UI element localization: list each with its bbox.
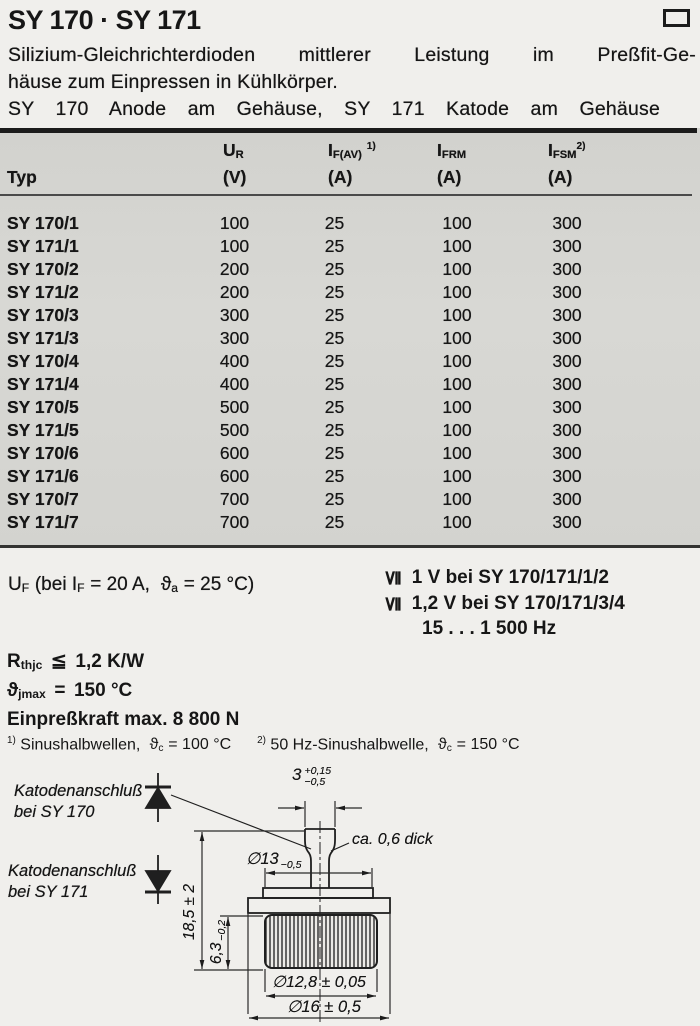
dim-knurl-diameter: ∅12,8 ± 0,05 [272, 974, 366, 991]
cell-ifav: 25 [324, 374, 345, 394]
uf-values [381, 564, 625, 642]
uf-value-line: ≦ 1,2 V bei SY 170/171/3/4 [381, 593, 625, 614]
diode-symbol-sy171 [145, 855, 171, 904]
cell-ur: 300 [219, 305, 250, 325]
dim-tab-width: 3 +0,15 −0,5 [292, 765, 332, 788]
cell-ifav: 25 [324, 512, 345, 532]
dim-flange-diameter: ∅16 ± 0,5 [287, 998, 361, 1016]
cell-ifav: 25 [324, 443, 345, 463]
cell-ifrm: 100 [442, 512, 472, 532]
cell-ifsm: 300 [552, 305, 582, 325]
cell-ifrm: 100 [442, 259, 472, 279]
uf-condition: $U_F$ (bei $I_F = 20$ A, $ϑ_a = 25$ °C) [8, 574, 255, 596]
cell-ur: 500 [219, 397, 250, 417]
cell-ifav: 25 [324, 489, 345, 509]
cell-ifav: 25 [324, 305, 345, 325]
cell-ifav: 25 [324, 328, 345, 348]
cell-typ: SY 171/7 [7, 512, 79, 532]
cell-ifsm: 300 [552, 282, 582, 302]
cell-typ: SY 171/4 [7, 374, 79, 394]
cell-ifrm: 100 [442, 351, 472, 371]
col-header-ur: $U_R$ [223, 140, 244, 162]
table-row [0, 235, 700, 258]
uf-frequency-range: 15 . . . 1 500 Hz [422, 618, 557, 639]
cell-typ: SY 170/4 [7, 351, 79, 371]
cell-ifsm: 300 [552, 489, 582, 509]
cell-ifrm: 100 [442, 213, 472, 233]
rule-table-bottom [0, 545, 700, 548]
dim-knurl-height: $6,3_{-0,2}$ [208, 919, 228, 965]
leader-line-tab [171, 795, 311, 849]
cell-ifrm: 100 [442, 282, 472, 302]
cell-ifsm: 300 [552, 236, 582, 256]
col-header-ifsm: $I_{FSM}^{2)}$ [548, 140, 586, 162]
cell-ur: 100 [219, 236, 250, 256]
cell-ur: 700 [219, 489, 250, 509]
cathode-label-sy171: Katodenanschluß bei SY 171 [8, 862, 137, 901]
table-row [0, 488, 700, 511]
table-body [0, 212, 700, 534]
cell-ifsm: 300 [552, 466, 582, 486]
cell-ur: 500 [219, 420, 250, 440]
cell-typ: SY 170/2 [7, 259, 79, 279]
table-row [0, 304, 700, 327]
cell-typ: SY 171/3 [7, 328, 79, 348]
col-header-ifav: $I_{F(AV)}$ $^{1)}$ [328, 140, 376, 162]
cell-ur: 200 [219, 259, 250, 279]
less-equal-icon: ≦ [381, 569, 404, 587]
cap-plate [263, 888, 373, 898]
cell-ur: 600 [219, 466, 250, 486]
table-row [0, 281, 700, 304]
table-row [0, 373, 700, 396]
cell-ur: 400 [219, 351, 250, 371]
cell-ifsm: 300 [552, 259, 582, 279]
dim-total-height: 18,5 ± 2 [181, 884, 198, 940]
cell-ifrm: 100 [442, 328, 472, 348]
cell-ifrm: 100 [442, 397, 472, 417]
dim-cap-diameter: ∅13 $_{-0,5}$ [246, 850, 302, 871]
description-line: SY 170 Anode am Gehäuse, SY 171 Katode am Gehäuse [8, 98, 660, 120]
diode-symbol-sy170 [145, 773, 171, 822]
table-row [0, 258, 700, 281]
knurled-body [265, 915, 377, 968]
cell-ur: 400 [219, 374, 250, 394]
cell-typ: SY 170/7 [7, 489, 79, 509]
cell-ifsm: 300 [552, 420, 582, 440]
thermal-resistance: $R_{thjc}$ ≦ 1,2 K/W [7, 651, 144, 673]
cell-typ: SY 170/5 [7, 397, 79, 417]
cell-typ: SY 171/2 [7, 282, 79, 302]
col-header-ifav-unit: (A) [328, 167, 353, 187]
cell-ur: 600 [219, 443, 250, 463]
cell-ifrm: 100 [442, 443, 472, 463]
press-fit-force: Einpreßkraft max. 8 800 N [7, 709, 240, 730]
table-row [0, 396, 700, 419]
cell-ifrm: 100 [442, 374, 472, 394]
rule-top [0, 128, 697, 133]
cell-ifsm: 300 [552, 512, 582, 532]
junction-temperature: $ϑ_{jmax} = 150$ °C [7, 680, 133, 702]
col-header-ifrm-unit: (A) [437, 167, 462, 187]
table-row [0, 465, 700, 488]
cell-ifav: 25 [324, 397, 345, 417]
cell-ur: 300 [219, 328, 250, 348]
flange [248, 898, 390, 913]
page-title: SY 170 · SY 171 [8, 5, 201, 35]
cell-typ: SY 171/5 [7, 420, 79, 440]
description [8, 42, 696, 123]
cathode-label-sy170: Katodenanschluß bei SY 170 [14, 782, 143, 821]
table-row [0, 511, 700, 534]
description-line: häuse zum Einpressen in Kühlkörper. [8, 71, 339, 93]
less-equal-icon: ≦ [381, 595, 404, 613]
cell-ifav: 25 [324, 236, 345, 256]
table-row [0, 419, 700, 442]
corner-rectangle-icon [663, 9, 690, 27]
cell-typ: SY 171/6 [7, 466, 79, 486]
cell-ifrm: 100 [442, 489, 472, 509]
cell-typ: SY 170/6 [7, 443, 79, 463]
cell-ifsm: 300 [552, 374, 582, 394]
cell-ifsm: 300 [552, 351, 582, 371]
cell-ifav: 25 [324, 351, 345, 371]
description-line: Silizium-Gleichrichterdioden mittlerer Leistung im Preßfit-Ge- [8, 44, 696, 66]
table-row [0, 442, 700, 465]
col-header-ifsm-unit: (A) [548, 167, 573, 187]
table-row [0, 212, 700, 235]
cell-ur: 700 [219, 512, 250, 532]
uf-value-line: ≦ 1 V bei SY 170/171/1/2 [381, 567, 609, 588]
cell-typ: SY 171/1 [7, 236, 79, 256]
table-row [0, 350, 700, 373]
cell-ifrm: 100 [442, 236, 472, 256]
table-row [0, 327, 700, 350]
dim-tab-thickness: ca. 0,6 dick [352, 831, 433, 848]
cell-ifav: 25 [324, 259, 345, 279]
cell-ifav: 25 [324, 213, 345, 233]
cell-ifsm: 300 [552, 443, 582, 463]
footnotes: $^{1)}$ Sinushalbwellen, $ϑ_c = 100$ °C $^{2)}$ 50 Hz-Sinushalbwelle, $ϑ_c = 150$ °C [7, 735, 520, 755]
col-header-ur-unit: (V) [223, 167, 247, 187]
cell-ifrm: 100 [442, 420, 472, 440]
cell-typ: SY 170/1 [7, 213, 79, 233]
cell-ifsm: 300 [552, 397, 582, 417]
rule-header-bottom [0, 194, 692, 196]
cell-ifav: 25 [324, 420, 345, 440]
cell-ifrm: 100 [442, 466, 472, 486]
cell-typ: SY 170/3 [7, 305, 79, 325]
package-drawing [0, 765, 700, 1026]
col-header-typ: Typ [7, 167, 37, 187]
cell-ur: 200 [219, 282, 250, 302]
cell-ifsm: 300 [552, 213, 582, 233]
col-header-ifrm: $I_{FRM}$ [437, 140, 467, 162]
cell-ifrm: 100 [442, 305, 472, 325]
cell-ur: 100 [219, 213, 250, 233]
cell-ifav: 25 [324, 466, 345, 486]
cell-ifav: 25 [324, 282, 345, 302]
cell-ifsm: 300 [552, 328, 582, 348]
